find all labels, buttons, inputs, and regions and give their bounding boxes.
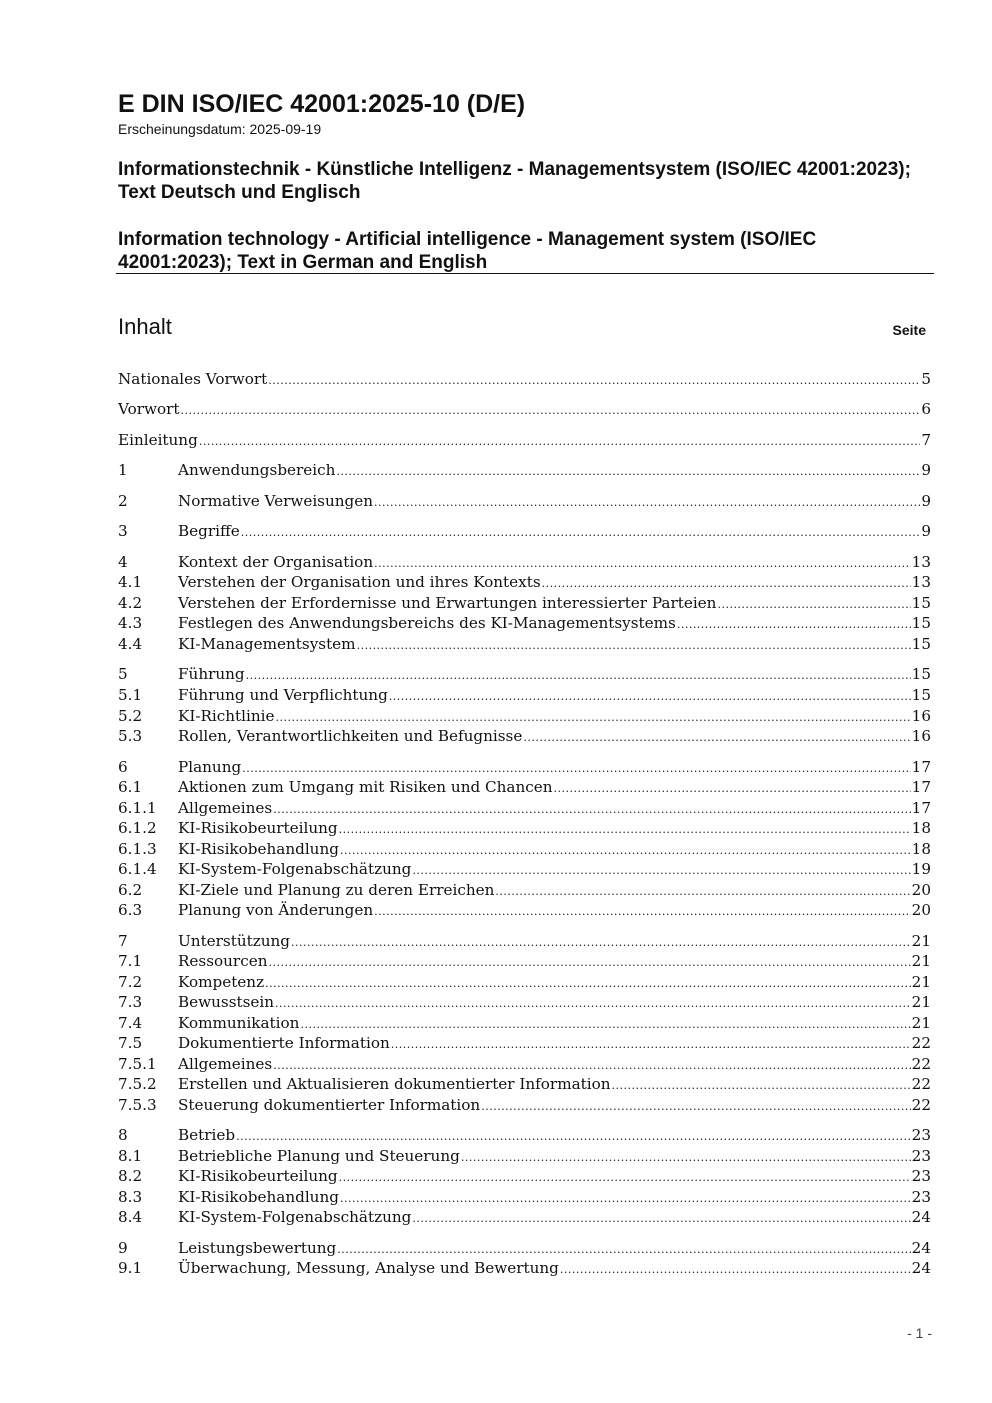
toc-entry[interactable] bbox=[118, 614, 931, 635]
toc-dot-leader bbox=[339, 819, 911, 837]
toc-entry-page: 17 bbox=[911, 758, 931, 776]
toc-entry-page: 13 bbox=[911, 553, 931, 571]
toc-entry-title: KI-System-Folgenabschätzung bbox=[178, 860, 412, 878]
toc-dot-leader bbox=[275, 993, 911, 1011]
toc-entry[interactable] bbox=[118, 686, 931, 707]
toc-entry-page: 22 bbox=[911, 1075, 931, 1093]
toc-entry-title: Kompetenz bbox=[178, 973, 265, 991]
title-german: Informationstechnik - Künstliche Intelligenz - Managementsystem (ISO/IEC 42001:2023); Text Deutsch und Englisch bbox=[118, 159, 911, 203]
toc-dot-leader bbox=[265, 973, 911, 991]
toc-entry-number: 6.1.3 bbox=[118, 840, 157, 858]
toc-dot-leader bbox=[340, 840, 911, 858]
toc-entry-page: 24 bbox=[911, 1239, 931, 1257]
toc-entry-number: 7.3 bbox=[118, 993, 143, 1011]
toc-dot-leader bbox=[300, 1014, 910, 1032]
toc-dot-leader bbox=[542, 573, 911, 591]
toc-entry[interactable] bbox=[118, 553, 931, 574]
toc-entry-title: Führung und Verpflichtung bbox=[178, 686, 388, 704]
toc-entry[interactable] bbox=[118, 881, 931, 902]
toc-entry-title: Überwachung, Messung, Analyse und Bewertung bbox=[178, 1259, 559, 1277]
toc-entry[interactable] bbox=[118, 1259, 931, 1280]
toc-entry-page: 6 bbox=[921, 400, 931, 418]
toc-entry-page: 19 bbox=[911, 860, 931, 878]
toc-dot-leader bbox=[389, 686, 911, 704]
toc-entry-number: 6.1.4 bbox=[118, 860, 157, 878]
toc-entry-title: Begriffe bbox=[178, 522, 240, 540]
toc-entry-number: 6.1.1 bbox=[118, 799, 157, 817]
toc-page-label: Seite bbox=[892, 322, 926, 338]
toc-entry-title: KI-Managementsystem bbox=[178, 635, 356, 653]
toc-entry-number: 5.1 bbox=[118, 686, 143, 704]
toc-entry-page: 22 bbox=[911, 1055, 931, 1073]
toc-dot-leader bbox=[374, 901, 911, 919]
toc-entry-number: 7.5 bbox=[118, 1034, 143, 1052]
toc-entry[interactable] bbox=[118, 758, 931, 779]
toc-entry[interactable] bbox=[118, 1075, 931, 1096]
toc-entry-title: Verstehen der Organisation und ihres Kontexts bbox=[178, 573, 541, 591]
toc-entry-page: 18 bbox=[911, 840, 931, 858]
toc-entry-page: 23 bbox=[911, 1126, 931, 1144]
toc-entry-number: 8.3 bbox=[118, 1188, 143, 1206]
toc-entry-number: 5.2 bbox=[118, 707, 143, 725]
toc-entry-page: 23 bbox=[911, 1147, 931, 1165]
toc-entry[interactable] bbox=[118, 573, 931, 594]
toc-entry[interactable] bbox=[118, 1147, 931, 1168]
toc-dot-leader bbox=[717, 594, 910, 612]
toc-entry-number: 4.3 bbox=[118, 614, 143, 632]
toc-entry-number: 7.4 bbox=[118, 1014, 143, 1032]
toc-entry-number: 6.3 bbox=[118, 901, 143, 919]
toc-entry-title: KI-Risikobeurteilung bbox=[178, 1167, 338, 1185]
toc-entry-title: KI-Risikobeurteilung bbox=[178, 819, 338, 837]
toc-entry-page: 24 bbox=[911, 1259, 931, 1277]
toc-entry-page: 15 bbox=[911, 665, 931, 683]
toc-entry[interactable] bbox=[118, 522, 931, 543]
toc-entry-title: Unterstützung bbox=[178, 932, 291, 950]
toc-entry[interactable] bbox=[118, 1014, 931, 1035]
toc-entry[interactable] bbox=[118, 1034, 931, 1055]
toc-dot-leader bbox=[495, 881, 910, 899]
toc-entry-title: Dokumentierte Information bbox=[178, 1034, 390, 1052]
toc-entry[interactable] bbox=[118, 1188, 931, 1209]
toc-entry-title: KI-Richtlinie bbox=[178, 707, 275, 725]
toc-dot-leader bbox=[242, 758, 910, 776]
toc-entry[interactable] bbox=[118, 840, 931, 861]
toc-entry-page: 15 bbox=[911, 594, 931, 612]
publication-date: Erscheinungsdatum: 2025-09-19 bbox=[118, 121, 322, 137]
toc-entry[interactable] bbox=[118, 635, 931, 656]
toc-entry-page: 20 bbox=[911, 901, 931, 919]
toc-dot-leader bbox=[336, 461, 920, 479]
toc-entry-number: 6.1.2 bbox=[118, 819, 157, 837]
toc-entry-number: 4 bbox=[118, 553, 128, 571]
toc-entry-title: Planung von Änderungen bbox=[178, 901, 374, 919]
toc-dot-leader bbox=[523, 727, 910, 745]
toc-entry[interactable] bbox=[118, 665, 931, 686]
toc-entry-number: 4.1 bbox=[118, 573, 143, 591]
toc-heading: Inhalt bbox=[118, 314, 172, 339]
toc-dot-leader bbox=[268, 952, 910, 970]
toc-entry-title: KI-Ziele und Planung zu deren Erreichen bbox=[178, 881, 495, 899]
toc-entry-title: Betriebliche Planung und Steuerung bbox=[178, 1147, 460, 1165]
toc-entry-number: 6.2 bbox=[118, 881, 143, 899]
toc-entry-number: 8.1 bbox=[118, 1147, 143, 1165]
toc-dot-leader bbox=[612, 1075, 911, 1093]
toc-entry-page: 15 bbox=[911, 686, 931, 704]
toc-entry-number: 8 bbox=[118, 1126, 128, 1144]
toc-dot-leader bbox=[276, 707, 911, 725]
toc-entry-title: Ressourcen bbox=[178, 952, 268, 970]
toc-entry-title: Leistungsbewertung bbox=[178, 1239, 337, 1257]
toc-entry-title: Allgemeines bbox=[178, 799, 273, 817]
toc-entry-page: 22 bbox=[911, 1034, 931, 1052]
toc-entry[interactable] bbox=[118, 431, 931, 452]
toc-entry-page: 9 bbox=[921, 492, 931, 510]
toc-entry[interactable] bbox=[118, 707, 931, 728]
toc-entry-title: Nationales Vorwort bbox=[118, 370, 268, 388]
toc-entry[interactable] bbox=[118, 1167, 931, 1188]
toc-dot-leader bbox=[268, 370, 920, 388]
toc-entry-page: 7 bbox=[921, 431, 931, 449]
toc-entry-number: 7.2 bbox=[118, 973, 143, 991]
toc-entry[interactable] bbox=[118, 461, 931, 482]
toc-entry-number: 5.3 bbox=[118, 727, 143, 745]
toc-dot-leader bbox=[337, 1239, 910, 1257]
toc-dot-leader bbox=[340, 1188, 911, 1206]
toc-entry-title: KI-Risikobehandlung bbox=[178, 840, 339, 858]
toc-entry-number: 4.4 bbox=[118, 635, 143, 653]
toc-entry-title: Vorwort bbox=[118, 400, 180, 418]
toc-entry-title: Rollen, Verantwortlichkeiten und Befugnisse bbox=[178, 727, 523, 745]
toc-entry-number: 2 bbox=[118, 492, 128, 510]
toc-entry[interactable] bbox=[118, 993, 931, 1014]
toc-dot-leader bbox=[412, 1208, 910, 1226]
toc-entry-page: 22 bbox=[911, 1096, 931, 1114]
toc-dot-leader bbox=[246, 665, 911, 683]
toc-entry[interactable] bbox=[118, 952, 931, 973]
toc-entry[interactable] bbox=[118, 973, 931, 994]
toc-entry-title: Normative Verweisungen bbox=[178, 492, 374, 510]
toc-entry-page: 9 bbox=[921, 461, 931, 479]
toc-entry-title: Kontext der Organisation bbox=[178, 553, 374, 571]
toc-entry[interactable] bbox=[118, 1126, 931, 1147]
toc-entry-number: 8.2 bbox=[118, 1167, 143, 1185]
toc-dot-leader bbox=[199, 431, 921, 449]
toc-entry-number: 7.5.1 bbox=[118, 1055, 157, 1073]
toc-dot-leader bbox=[374, 492, 920, 510]
toc-entry[interactable] bbox=[118, 1239, 931, 1260]
title-english: Information technology - Artificial intelligence - Management system (ISO/IEC 42001:2023); Text in German and English bbox=[118, 229, 817, 273]
toc-entry-page: 21 bbox=[911, 932, 931, 950]
toc-entry[interactable] bbox=[118, 778, 931, 799]
toc-entry-title: Führung bbox=[178, 665, 245, 683]
toc-dot-leader bbox=[461, 1147, 911, 1165]
toc-dot-leader bbox=[180, 400, 920, 418]
toc-entry-page: 21 bbox=[911, 993, 931, 1011]
toc-entry[interactable] bbox=[118, 1208, 931, 1229]
toc-entry-title: Erstellen und Aktualisieren dokumentierter Information bbox=[178, 1075, 611, 1093]
toc-dot-leader bbox=[357, 635, 911, 653]
toc-entry-title: Planung bbox=[178, 758, 242, 776]
toc-entry-page: 21 bbox=[911, 973, 931, 991]
toc-entry-title: KI-System-Folgenabschätzung bbox=[178, 1208, 412, 1226]
toc-dot-leader bbox=[273, 799, 910, 817]
toc-dot-leader bbox=[554, 778, 911, 796]
toc-entry-number: 7 bbox=[118, 932, 128, 950]
toc-entry-title: Kommunikation bbox=[178, 1014, 300, 1032]
toc-entry[interactable] bbox=[118, 492, 931, 513]
toc-entry-page: 21 bbox=[911, 952, 931, 970]
toc-dot-leader bbox=[291, 932, 911, 950]
toc-entry[interactable] bbox=[118, 901, 931, 922]
toc-entry-number: 4.2 bbox=[118, 594, 143, 612]
toc-entry-page: 18 bbox=[911, 819, 931, 837]
toc-entry-title: Einleitung bbox=[118, 431, 198, 449]
toc-dot-leader bbox=[677, 614, 911, 632]
toc-dot-leader bbox=[273, 1055, 910, 1073]
toc-dot-leader bbox=[481, 1096, 910, 1114]
header-divider bbox=[116, 273, 934, 274]
toc-entry-title: Bewusstsein bbox=[178, 993, 275, 1011]
toc-dot-leader bbox=[412, 860, 910, 878]
document-id: E DIN ISO/IEC 42001:2025-10 (D/E) bbox=[118, 90, 526, 118]
toc-entry-page: 13 bbox=[911, 573, 931, 591]
toc-entry-page: 24 bbox=[911, 1208, 931, 1226]
toc-dot-leader bbox=[374, 553, 911, 571]
toc-entry-page: 17 bbox=[911, 799, 931, 817]
toc-entry[interactable] bbox=[118, 799, 931, 820]
toc-entry-page: 23 bbox=[911, 1167, 931, 1185]
toc-entry-page: 5 bbox=[921, 370, 931, 388]
toc-entry-page: 15 bbox=[911, 635, 931, 653]
toc-entry-title: Anwendungsbereich bbox=[178, 461, 336, 479]
toc-dot-leader bbox=[339, 1167, 911, 1185]
toc-entry-number: 6.1 bbox=[118, 778, 143, 796]
toc-entry[interactable] bbox=[118, 594, 931, 615]
toc-entry-number: 7.1 bbox=[118, 952, 143, 970]
toc-entry-number: 1 bbox=[118, 461, 128, 479]
toc-dot-leader bbox=[241, 522, 921, 540]
toc-entry[interactable] bbox=[118, 727, 931, 748]
toc-entry-number: 9.1 bbox=[118, 1259, 143, 1277]
toc-entry-page: 15 bbox=[911, 614, 931, 632]
toc-entry-page: 23 bbox=[911, 1188, 931, 1206]
footer-page-number: - 1 - bbox=[907, 1325, 932, 1341]
toc-entry-title: Allgemeines bbox=[178, 1055, 273, 1073]
toc-entry-number: 7.5.2 bbox=[118, 1075, 157, 1093]
toc-entry-page: 16 bbox=[911, 727, 931, 745]
toc-dot-leader bbox=[391, 1034, 911, 1052]
toc-dot-leader bbox=[560, 1259, 911, 1277]
toc-entry[interactable] bbox=[118, 370, 931, 391]
toc-entry-title: KI-Risikobehandlung bbox=[178, 1188, 339, 1206]
toc-entry[interactable] bbox=[118, 860, 931, 881]
toc-entry[interactable] bbox=[118, 819, 931, 840]
toc-entry-page: 9 bbox=[921, 522, 931, 540]
toc-entry-number: 5 bbox=[118, 665, 128, 683]
toc-entry-number: 8.4 bbox=[118, 1208, 143, 1226]
toc-entry[interactable] bbox=[118, 400, 931, 421]
toc-entry[interactable] bbox=[118, 932, 931, 953]
toc-entry-number: 6 bbox=[118, 758, 128, 776]
toc-entry-number: 9 bbox=[118, 1239, 128, 1257]
toc-entry-title: Festlegen des Anwendungsbereichs des KI-Managementsystems bbox=[178, 614, 676, 632]
toc-entry-title: Aktionen zum Umgang mit Risiken und Chancen bbox=[178, 778, 553, 796]
toc-entry-number: 3 bbox=[118, 522, 128, 540]
toc-entry-page: 17 bbox=[911, 778, 931, 796]
toc-entry-number: 7.5.3 bbox=[118, 1096, 157, 1114]
toc-entry[interactable] bbox=[118, 1096, 931, 1117]
toc-entry-page: 16 bbox=[911, 707, 931, 725]
toc-entry-title: Steuerung dokumentierter Information bbox=[178, 1096, 481, 1114]
toc-entry-page: 20 bbox=[911, 881, 931, 899]
toc-entry[interactable] bbox=[118, 1055, 931, 1076]
toc-entry-page: 21 bbox=[911, 1014, 931, 1032]
toc-dot-leader bbox=[236, 1126, 911, 1144]
toc-entry-title: Verstehen der Erfordernisse und Erwartungen interessierter Parteien bbox=[178, 594, 717, 612]
toc-entry-title: Betrieb bbox=[178, 1126, 236, 1144]
